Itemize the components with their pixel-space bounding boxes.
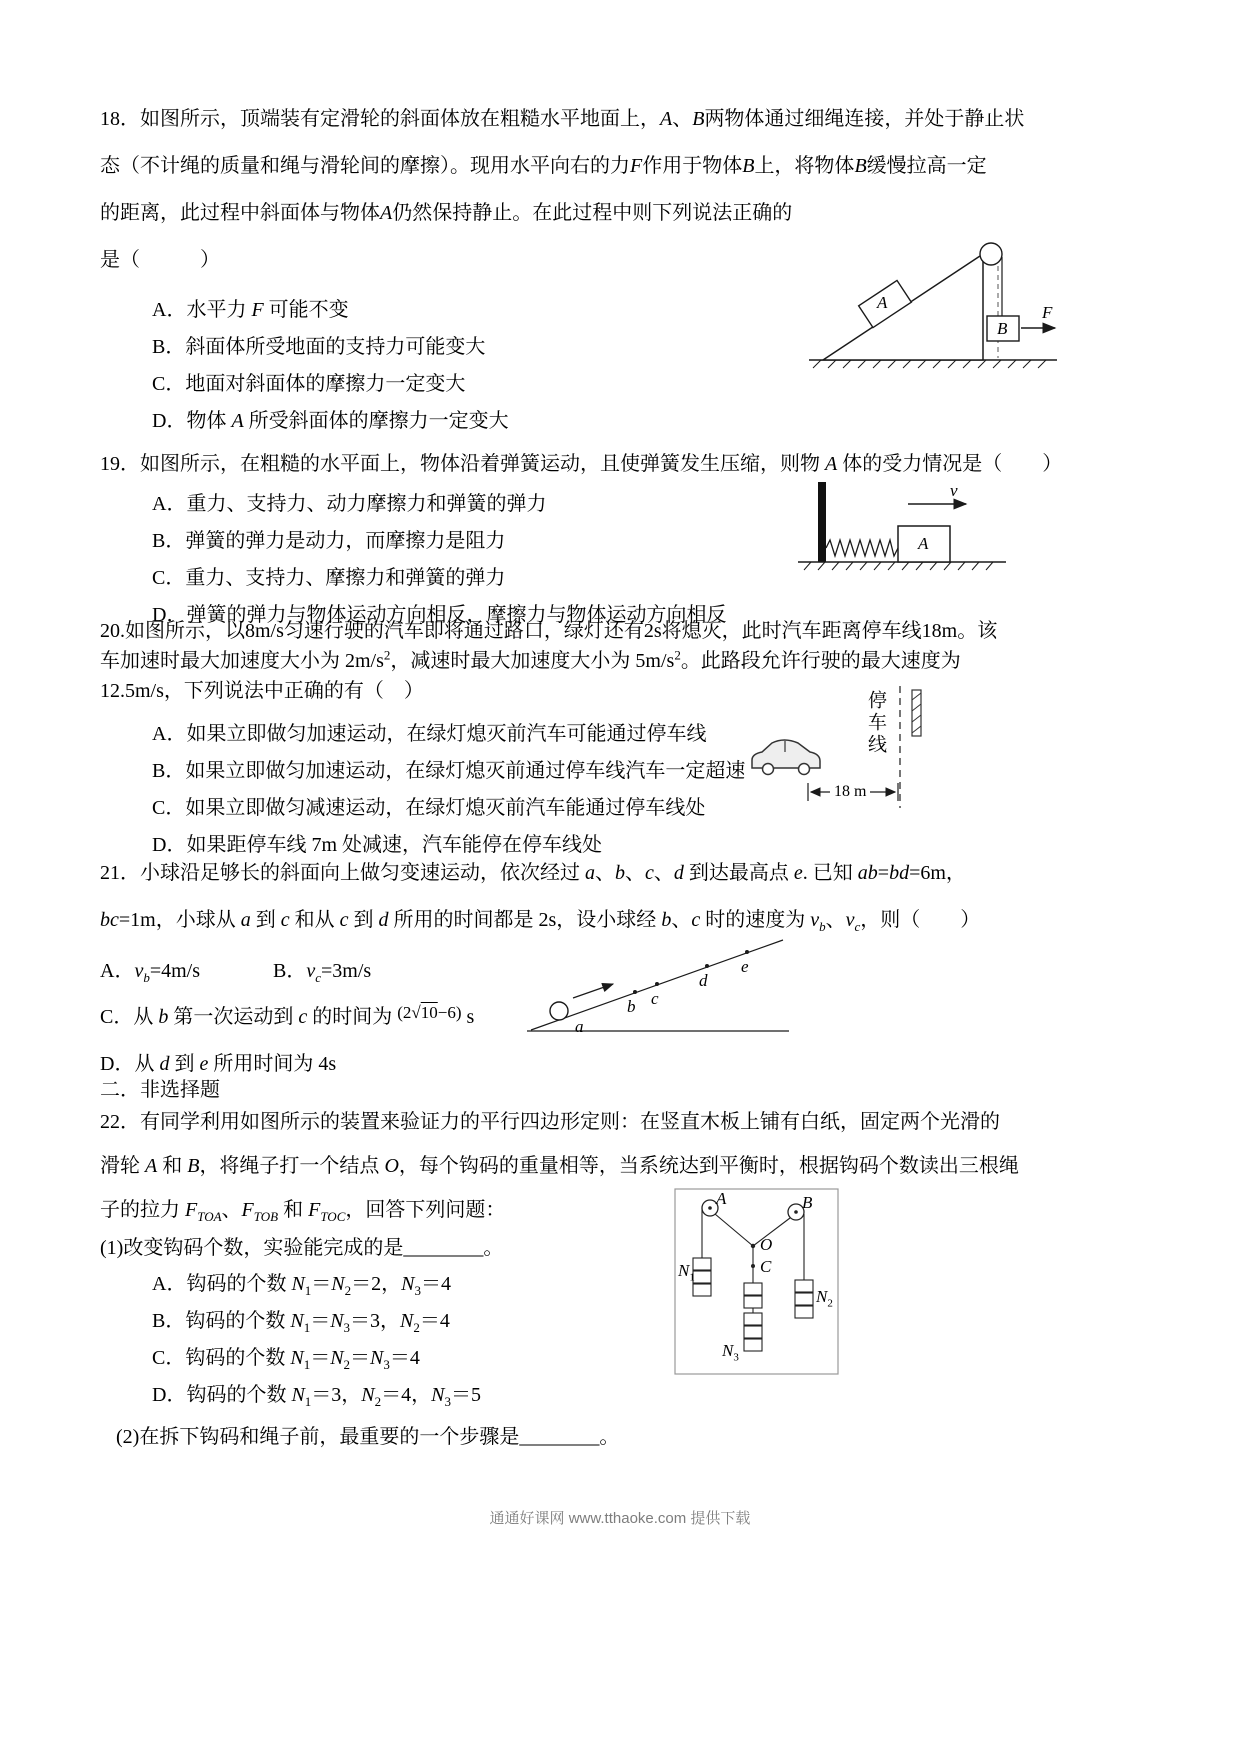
stem-line: 车加速时最大加速度大小为 $2m/s^2$，减速时最大加速度大小为 $5m/s^2$。此路段允许行驶的最大速度为 — [100, 647, 961, 672]
figure-q22-drawing — [672, 1186, 844, 1378]
point-b-dot — [633, 990, 637, 994]
point-d-dot — [705, 964, 709, 968]
car-icon — [752, 740, 820, 775]
figure-q22-apparatus — [672, 1186, 844, 1378]
option-c: C．地面对斜面体的摩擦力一定变大 — [152, 373, 466, 395]
force-f-label: F — [1042, 303, 1053, 322]
option-a: A．如果立即做匀加速运动，在绿灯熄灭前汽车可能通过停车线 — [152, 723, 707, 745]
stem-line: bc=1m，小球从 a 到 c 和从 c 到 d 所用的时间都是 2s，设小球经 b、c 时的速度为 $v_b$、$v_c$，则（ ） — [100, 909, 981, 934]
option-c: C．钩码的个数 $N_1=N_2=N_3=4$ — [152, 1347, 420, 1372]
option-d: D．物体 A 所受斜面体的摩擦力一定变大 — [152, 410, 509, 432]
figure-q20-intersection — [742, 684, 1037, 814]
question-22-stem — [100, 1100, 1152, 1232]
pulley — [980, 243, 1002, 265]
option-d: D．弹簧的弹力与物体运动方向相反，摩擦力与物体运动方向相反 — [152, 604, 727, 626]
block-a-label: A — [918, 534, 929, 553]
option-c: C．如果立即做匀减速运动，在绿灯熄灭前汽车能通过停车线处 — [152, 797, 706, 819]
option-c: C．从 b 第一次运动到 c 的时间为 $^{(2√10-6)}$ s — [100, 1003, 475, 1028]
weights-n2 — [795, 1280, 813, 1318]
point-c-dot — [751, 1264, 755, 1268]
distance-label: 18 m — [830, 782, 870, 802]
option-b: B．如果立即做匀加速运动，在绿灯熄灭前通过停车线汽车一定超速 — [152, 760, 746, 782]
point-c-label: c — [651, 989, 659, 1008]
option-a: A．水平力 F 可能不变 — [152, 299, 349, 321]
weights-n1-label: $N_1$ — [678, 1261, 695, 1284]
figure-q18-drawing — [805, 240, 1075, 375]
option-d: D．从 d 到 e 所用时间为 4s — [100, 1053, 337, 1075]
figure-q20-drawing — [742, 684, 1037, 814]
stem-line: 滑轮 A 和 B，将绳子打一个结点 O，每个钩码的重量相等，当系统达到平衡时，根据钩码个数读出三根绳 — [100, 1155, 1019, 1177]
weights-n2-label: $N_2$ — [816, 1287, 833, 1310]
ground-hatching — [813, 360, 1046, 368]
question-22-options — [152, 1266, 1152, 1414]
velocity-label: v — [950, 481, 958, 500]
stem-line: 是（ ） — [100, 249, 220, 271]
knot-o-label: O — [760, 1235, 773, 1254]
string-oa — [715, 1214, 753, 1246]
pulley-a-pin — [708, 1206, 712, 1210]
point-c-dot — [655, 982, 659, 986]
pulley-b-label: B — [802, 1193, 813, 1212]
stem-line: 子的拉力 $F_{TOA}$、$F_{TOB}$ 和 $F_{TOC}$，回答下列问题： — [100, 1199, 506, 1224]
stem-line: 18．如图所示，顶端装有定滑轮的斜面体放在粗糙水平地面上，A、B两物体通过细绳连接，并处于静止状 — [100, 108, 1025, 130]
option-a: A．钩码的个数 $N_1=N_2=2$，$N_3=4$ — [152, 1273, 451, 1298]
stem-line: 态（不计绳的质量和绳与滑轮间的摩擦）。现用水平向右的力F作用于物体B上，将物体B缓慢拉高一定 — [100, 155, 987, 177]
stem-line: 12.5m/s，下列说法中正确的有（ ） — [100, 680, 424, 702]
option-b: B．弹簧的弹力是动力，而摩擦力是阻力 — [152, 530, 506, 552]
option-d: D．如果距停车线 7m 处减速，汽车能停在停车线处 — [152, 834, 602, 856]
weights-n3-label: $N_3$ — [722, 1341, 739, 1364]
motion-arrow — [573, 984, 613, 998]
figure-q21-incline-points — [515, 930, 795, 1040]
stem-line: 22．有同学利用如图所示的装置来验证力的平行四边形定则：在竖直木板上铺有白纸，固定两个光滑的 — [100, 1111, 1000, 1133]
pulley-a-label: A — [716, 1189, 727, 1208]
block-a-label: A — [877, 293, 888, 312]
question-22 — [100, 1100, 1152, 1458]
download-footer: 通通好课网 www.tthaoke.com 提供下载 — [489, 1510, 751, 1527]
figure-q19-drawing — [798, 478, 1008, 574]
block-b-label: B — [997, 319, 1008, 338]
ball — [550, 1002, 568, 1020]
section-2-title: 二．非选择题 — [100, 1079, 220, 1101]
knot-o-dot — [751, 1244, 755, 1248]
option-a: A．重力、支持力、动力摩擦力和弹簧的弹力 — [152, 493, 547, 515]
point-e-dot — [745, 950, 749, 954]
stem-line: 21．小球沿足够长的斜面向上做匀变速运动，依次经过 a、b、c、d 到达最高点 e. 已知 ab=bd=6m， — [100, 862, 966, 884]
stem-line: 19．如图所示，在粗糙的水平面上，物体沿着弹簧运动，且使弹簧发生压缩，则物 A 体的受力情况是（ ） — [100, 453, 1063, 475]
point-d-label: d — [699, 971, 708, 990]
option-a: A．$v_b=4m/s$ — [100, 960, 201, 985]
figure-q19-spring-block — [798, 478, 1008, 574]
option-d: D．钩码的个数 $N_1=3$，$N_2=4$，$N_3=5$ — [152, 1384, 481, 1409]
option-c: C．重力、支持力、摩擦力和弹簧的弹力 — [152, 567, 506, 589]
point-b-label: b — [627, 997, 636, 1016]
point-a-label: a — [575, 1017, 584, 1036]
stem-line: 的距离，此过程中斜面体与物体A仍然保持静止。在此过程中则下列说法正确的 — [100, 202, 793, 224]
point-c-label: C — [760, 1257, 772, 1276]
option-b: B．斜面体所受地面的支持力可能变大 — [152, 336, 486, 358]
ground-hatching — [804, 562, 993, 570]
option-b: B．钩码的个数 $N_1=N_3=3$，$N_2=4$ — [152, 1310, 450, 1335]
part-2-prompt: (2)在拆下钩码和绳子前，最重要的一个步骤是________。 — [116, 1426, 620, 1448]
option-b: B．$v_c=3m/s$ — [273, 960, 372, 985]
point-e-label: e — [741, 957, 749, 976]
figure-q18-incline-pulley — [805, 240, 1075, 375]
weights-n3 — [744, 1283, 762, 1351]
spring — [826, 540, 898, 556]
weights-n1 — [693, 1258, 711, 1296]
pulley-b-pin — [794, 1210, 798, 1214]
part-1-prompt: (1)改变钩码个数，实验能完成的是________。 — [100, 1237, 504, 1259]
stop-line-label: 停车线 — [865, 690, 886, 756]
wall — [818, 482, 826, 562]
signal-pole — [912, 690, 921, 736]
figure-q21-drawing — [515, 930, 795, 1040]
stem-line: 20.如图所示，以8m/s匀速行驶的汽车即将通过路口，绿灯还有2s将熄灭，此时汽车距离停车线18m。该 — [100, 620, 998, 642]
